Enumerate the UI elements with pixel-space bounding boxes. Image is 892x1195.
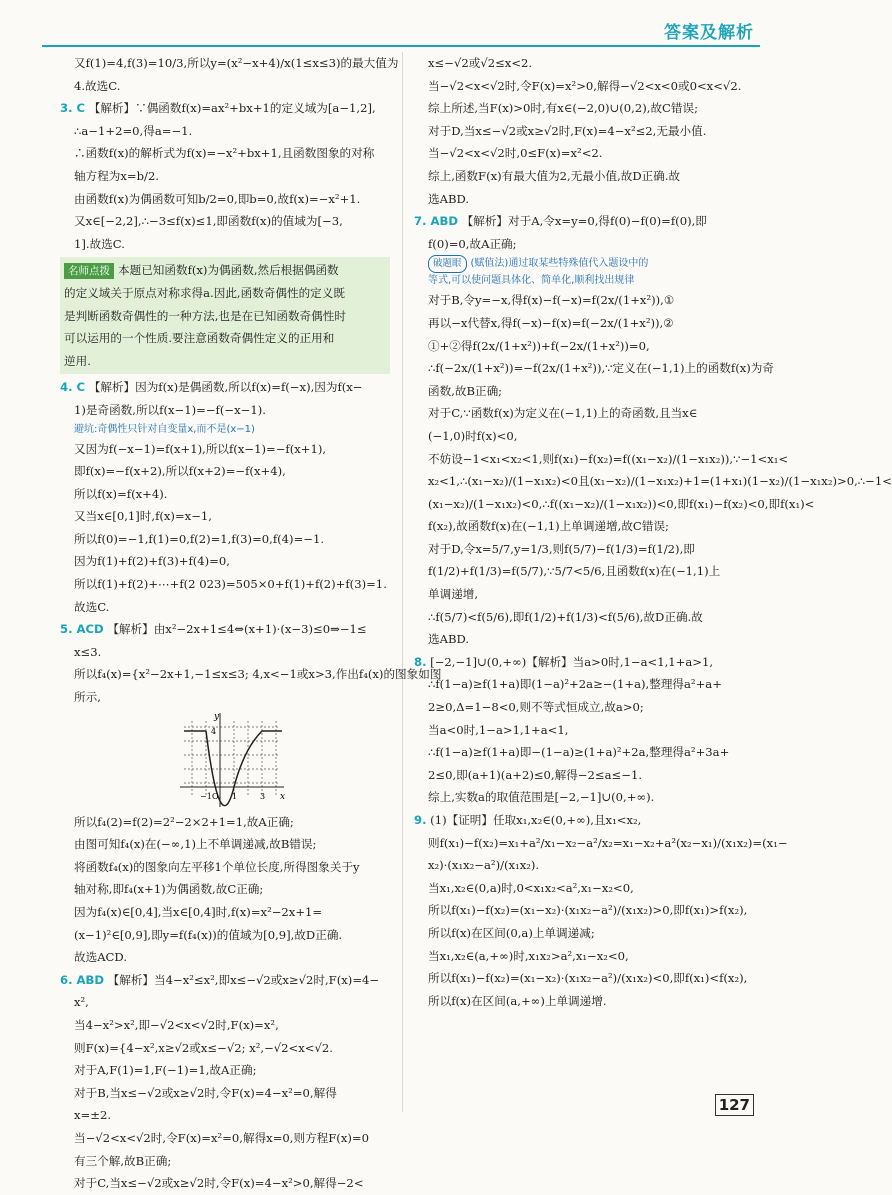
text-line: f(1/2)+f(1/3)=f(5/7),∵5/7<5/6,且函数f(x)在(−1,1)上 [428,564,721,579]
text-line: 当−√2<x<√2时,令F(x)=x²>0,解得−√2<x<0或0<x<√2. [428,78,742,93]
text-line: ∴f(−2x/(1+x²))=−f(2x/(1+x²)),∵定义在(−1,1)上的函数f(x)为奇 [428,361,774,376]
text-line: 可以运用的一个性质.要注意函数奇偶性定义的正用和 [64,331,335,346]
tip-tag: 名师点拨 [64,263,114,279]
text-line: 对于B,当x≤−√2或x≥√2时,令F(x)=4−x²=0,解得 [74,1085,337,1100]
text-line: ∴a−1+2=0,得a=−1. [74,123,193,138]
text-line: 当x₁,x₂∈(0,a)时,0<x₁x₂<a²,x₁−x₂<0, [428,880,634,895]
method-note [414,255,756,273]
text-line: 当−√2<x<√2时,0≤F(x)=x²<2. [428,146,603,161]
graph-svg [178,709,288,809]
text-line: 因为f₄(x)∈[0,4],当x∈[0,4]时,f(x)=x²−2x+1= [74,905,323,919]
teacher-tip-box [60,257,390,374]
text-line: 又x∈[−2,2],∴−3≤f(x)≤1,即函数f(x)的值域为[−3, [74,214,343,229]
text-line: 所以f(x₁)−f(x₂)=(x₁−x₂)·(x₁x₂−a²)/(x₁x₂)<0,即f(x₁)<f(x₂), [428,971,748,986]
text-line: 函数,故B正确; [428,383,503,398]
y-axis-label: y [214,711,220,722]
text-line: 所以f(0)=−1,f(1)=0,f(2)=1,f(3)=0,f(4)=−1. [74,531,325,546]
text-line: [−2,−1]∪(0,+∞)【解析】当a>0时,1−a<1,1+a>1, [430,654,714,669]
tick-label: 1 [232,791,238,801]
question-6 [60,969,390,992]
text-line: 单调递增, [428,587,479,602]
text-line: 1)是奇函数,所以f(x−1)=−f(−x−1). [74,402,266,417]
text-line: (−1,0)时f(x)<0, [428,428,518,443]
text-line: 故选ACD. [74,950,127,965]
text-line: 所以f(x₁)−f(x₂)=(x₁−x₂)·(x₁x₂−a²)/(x₁x₂)>0,即f(x₁)>f(x₂), [428,903,748,918]
header-title: 答案及解析 [664,23,754,43]
text-line: 即f(x)=−f(x+2),所以f(x+2)=−f(x+4), [74,464,286,479]
text-line: 本题已知函数f(x)为偶函数,然后根据偶函数 [118,263,339,278]
text-line: 综上,函数F(x)有最大值为2,无最小值,故D正确.故 [428,168,681,183]
text-line: 则F(x)={4−x²,x≥√2或x≤−√2; x²,−√2<x<√2. [74,1040,333,1055]
text-line: (x₁−x₂)/(1−x₁x₂)<0,∴f((x₁−x₂)/(1−x₁x₂))<0,即f(x₁)−f(x₂)<0,即f(x₁)< [428,496,815,511]
text-line: 对于C,当x≤−√2或x≥√2时,令F(x)=4−x²>0,解得−2< [74,1176,364,1191]
pitfall-note: 避坑:奇偶性只针对自变量x,而不是(x−1) [74,423,255,435]
x-axis-label: x [280,791,286,802]
tick-label: −1 [200,791,212,801]
text-line: 2≥0,Δ=1−8<0,则不等式恒成立,故a>0; [428,700,644,715]
right-column [414,52,892,1012]
header-rule [42,45,760,47]
question-number: 9. [414,813,427,827]
text-line: 的定义域关于原点对称求得a.因此,函数奇偶性的定义既 [64,285,345,300]
text-line: (x−1)²∈[0,9],即y=f(f₄(x))的值域为[0,9],故D正确. [74,927,343,942]
text-line: 2≤0,即(a+1)(a+2)≤0,解得−2≤a≤−1. [428,767,643,782]
question-number: 4. C [60,380,86,395]
text-line: 所以f₄(2)=f(2)=2²−2×2+1=1,故A正确; [74,814,294,829]
text-line: ①+②得f(2x/(1+x²))+f(−2x/(1+x²))=0, [428,338,650,353]
column-divider [402,52,403,1112]
question-9 [414,809,756,832]
text-line: 又因为f(−x−1)=f(x+1),所以f(x−1)=−f(x+1), [74,441,327,456]
text-line: 所示, [74,690,101,705]
text-line: f(0)=0,故A正确; [428,236,517,251]
text-line: ∴函数f(x)的解析式为f(x)=−x²+bx+1,且函数图象的对称 [74,146,375,161]
question-8 [414,651,756,674]
text-line: ∴f(1−a)≥f(1+a)即−(1−a)≥(1+a)²+2a,整理得a²+3a+ [428,745,730,760]
text-line: ∴f(1−a)≥f(1+a)即(1−a)²+2a≥−(1+a),整理得a²+a+ [428,677,722,692]
text-line: 综上,实数a的取值范围是[−2,−1]∪(0,+∞). [428,790,655,805]
tick-label: 4 [211,726,217,736]
page-number: 127 [715,1094,754,1116]
question-number: 8. [414,654,427,669]
text-line: 故选C. [74,599,110,614]
text-line: 对于C,∵函数f(x)为定义在(−1,1)上的奇函数,且当x∈ [428,406,698,421]
text-line: 选ABD. [428,191,470,206]
text-line: 逆用. [64,353,91,368]
text-line: 再以−x代替x,得f(−x)−f(x)=f(−2x/(1+x²)),② [428,315,674,330]
question-3 [60,97,390,120]
text-line: f(x₂),故函数f(x)在(−1,1)上单调递增,故C错误; [428,519,669,534]
text-line: 【解析】当4−x²≤x²,即x≤−√2或x≥√2时,F(x)=4− [107,972,380,987]
text-line: 因为f(1)+f(2)+f(3)+f(4)=0, [74,554,230,569]
text-line: x₂)·(x₁x₂−a²)/(x₁x₂). [428,858,540,873]
text-line: 选ABD. [428,632,470,647]
text-line: 当4−x²>x²,即−√2<x<√2时,F(x)=x², [74,1017,279,1032]
question-7 [414,210,756,233]
question-number: 7. ABD [414,214,458,229]
text-line: 【解析】由x²−2x+1≤4⇔(x+1)·(x−3)≤0⇒−1≤ [107,622,367,637]
text-line: 有三个解,故B正确; [74,1153,172,1168]
question-4 [60,376,390,399]
text-line: (1)【证明】任取x₁,x₂∈(0,+∞),且x₁<x₂, [430,813,642,827]
tick-label: 3 [260,791,266,801]
text-line: 【解析】因为f(x)是偶函数,所以f(x)=f(−x),因为f(x− [88,380,363,395]
page-header [0,0,800,52]
text-line: 所以f(x)在区间(a,+∞)上单调递增. [428,993,607,1008]
text-line: 对于B,令y=−x,得f(x)−f(−x)=f(2x/(1+x²)),① [428,293,675,308]
text-line: (赋值法)通过取某些特殊值代入题设中的 [470,258,649,270]
function-graph [60,709,390,811]
text-line: 轴对称,即f₄(x+1)为偶函数,故C正确; [74,882,264,897]
text-line: 【解析】∵偶函数f(x)=ax²+bx+1的定义域为[a−1,2], [88,101,376,116]
text-line: 当x₁,x₂∈(a,+∞)时,x₁x₂>a²,x₁−x₂<0, [428,948,629,963]
text-line: x₂<1,∴(x₁−x₂)/(1−x₁x₂)<0且(x₁−x₂)/(1−x₁x₂)+1=(1+x₁)(1−x₂)/(1−x₁x₂)>0,∴−1< [428,474,892,489]
text-line: ∴f(5/7)<f(5/6),即f(1/2)+f(1/3)<f(5/6),故D正确.故 [428,609,703,624]
text-line: 当a<0时,1−a>1,1+a<1, [428,722,569,737]
text-line: 是判断函数奇偶性的一种方法,也是在已知函数奇偶性时 [64,308,346,323]
text-line: 又当x∈[0,1]时,f(x)=x−1, [74,509,212,524]
text-line: 所以f(x)在区间(0,a)上单调递减; [428,925,595,940]
graph-grid [184,721,278,795]
text-line: 对于D,令x=5/7,y=1/3,则f(5/7)−f(1/3)=f(1/2),即 [428,541,695,556]
question-number: 5. ACD [60,622,104,637]
text-line: 等式,可以使问题具体化、简单化,顺利找出规律 [428,275,635,287]
text-line: 4.故选C. [74,78,121,93]
origin-label: O [212,791,219,801]
text-line: 所以f₄(x)={x²−2x+1,−1≤x≤3; 4,x<−1或x>3,作出f₄(x)的图象如图 [74,667,442,682]
text-line: 由图可知f₄(x)在(−∞,1)上不单调递减,故B错误; [74,837,317,852]
question-number: 3. C [60,101,86,116]
text-line: 所以f(x)=f(x+4). [74,486,168,501]
text-line: 将函数f₄(x)的图象向左平移1个单位长度,所得图象关于y [74,859,360,874]
text-line: 所以f(1)+f(2)+⋯+f(2 023)=505×0+f(1)+f(2)+f(3)=1. [74,577,387,592]
tip-line [64,259,386,282]
text-line: 综上所述,当F(x)>0时,有x∈(−2,0)∪(0,2),故C错误; [428,101,699,116]
method-tag: 破题眼 [428,255,467,273]
text-line: 轴方程为x=b/2. [74,168,160,183]
text-line: x≤3. [74,644,102,659]
text-line: 对于D,当x≤−√2或x≥√2时,F(x)=4−x²≤2,无最小值. [428,123,707,138]
text-line: 不妨设−1<x₁<x₂<1,则f(x₁)−f(x₂)=f((x₁−x₂)/(1−x₁x₂)),∵−1<x₁< [428,451,789,466]
text-line: 对于A,F(1)=1,F(−1)=1,故A正确; [74,1063,257,1078]
text-line: 1].故选C. [74,236,125,251]
question-number: 6. ABD [60,972,104,987]
question-5 [60,618,390,641]
text-line: x=±2. [74,1108,112,1123]
text-line: 【解析】对于A,令x=y=0,得f(0)−f(0)=f(0),即 [461,214,707,229]
text-line: x², [74,995,89,1010]
text-line: 则f(x₁)−f(x₂)=x₁+a²/x₁−x₂−a²/x₂=x₁−x₂+a²(x₂−x₁)/(x₁x₂)=(x₁− [428,835,788,850]
text-line: 又f(1)=4,f(3)=10/3,所以y=(x²−x+4)/x(1≤x≤3)的最大值为 [74,56,399,70]
text-line: 由函数f(x)为偶函数可知b/2=0,即b=0,故f(x)=−x²+1. [74,191,361,206]
text-line: x≤−√2或√2≤x<2. [428,56,533,70]
text-line: 当−√2<x<√2时,令F(x)=x²=0,解得x=0,则方程F(x)=0 [74,1130,369,1145]
